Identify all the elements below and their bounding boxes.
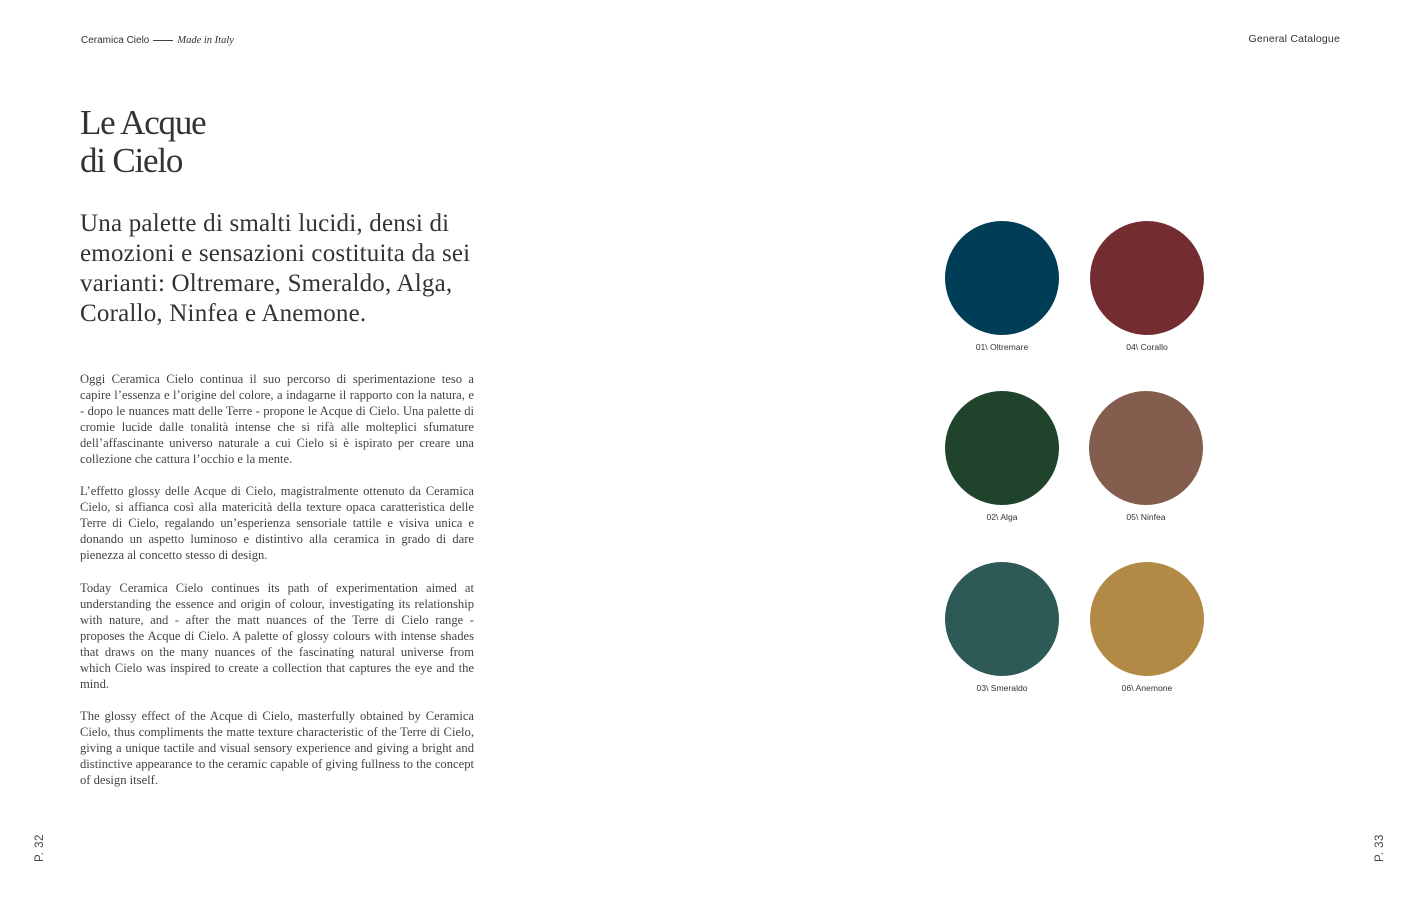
body-paragraph-en-2: The glossy effect of the Acque di Cielo, masterfully obtained by Ceramica Cielo, thus compliments the matte texture characteristic of the Terre di Cielo, giving a unique tactile and visual sensory experience and giving a bright and distinctive appearance to the ceramic capable of giving fullness to the concept of design itself.	[80, 709, 474, 787]
swatch-label: 05\ Ninfea	[1126, 512, 1166, 522]
swatch-label: 01\ Oltremare	[975, 342, 1029, 352]
swatch-anemone	[1077, 562, 1217, 693]
page-title-line-1: Le Acque	[80, 103, 206, 142]
swatch-circle	[945, 562, 1059, 676]
swatch-circle	[945, 391, 1059, 505]
body-paragraph-it-1: Oggi Ceramica Cielo continua il suo percorso di sperimentazione teso a capire l’essenza e l’origine del colore, a indagarne il rapporto con la natura, e - dopo le nuances matt delle Terre - propone le Acque di Cielo. Una palette di cromie lucide dalle tonalità intense che si rifà alle molteplici sfumature dell’affascinante universo naturale a cui Cielo si è ispirato per creare una collezione che cattura l’occhio e la mente.	[80, 372, 474, 466]
brand-name: Ceramica Cielo	[81, 35, 150, 46]
page-title-line-2: di Cielo	[80, 141, 183, 180]
page-number-left: P. 32	[34, 834, 46, 862]
swatch-smeraldo	[932, 562, 1072, 693]
catalogue-label: General Catalogue	[1248, 33, 1340, 45]
swatch-circle	[1090, 221, 1204, 335]
swatch-label: 06\ Anemone	[1121, 683, 1173, 693]
swatch-ninfea	[1076, 391, 1216, 522]
swatch-alga	[932, 391, 1072, 522]
page-number-right: P. 33	[1374, 834, 1386, 862]
body-paragraph-en-1: Today Ceramica Cielo continues its path of experimentation aimed at understanding the essence and origin of colour, investigating its relationship with nature, and - after the matt nuances of the Terre di Cielo range - proposes the Acque di Cielo. A palette of glossy colours with intense shades that draws on the many nuances of the fascinating natural universe from which Cielo was inspired to create a collection that captures the eye and the mind.	[80, 581, 474, 691]
swatch-corallo	[1077, 221, 1217, 352]
swatch-oltremare	[932, 221, 1072, 352]
page-title	[80, 104, 205, 180]
body-paragraph-it-2: L’effetto glossy delle Acque di Cielo, magistralmente ottenuto da Ceramica Cielo, si affianca così alla matericità della texture opaca caratteristica delle Terre di Cielo, regalando un’esperienza sensoriale tattile e visiva unica e donando un aspetto luminoso e distintivo alla ceramica in grado di dare pienezza al concetto stesso di design.	[80, 484, 474, 562]
swatch-label: 02\ Alga	[986, 512, 1018, 522]
swatch-circle	[1089, 391, 1203, 505]
swatch-circle	[945, 221, 1059, 335]
swatch-label: 03\ Smeraldo	[976, 683, 1028, 693]
swatch-circle	[1090, 562, 1204, 676]
header-dash-divider	[153, 40, 173, 41]
swatch-label: 04\ Corallo	[1126, 342, 1168, 352]
header-left	[81, 35, 234, 46]
lead-paragraph: Una palette di smalti lucidi, densi di emozioni e sensazioni costituita da sei varianti: Oltremare, Smeraldo, Alga, Corallo, Ninfea e Anemone.	[80, 210, 471, 327]
brand-tagline: Made in Italy	[177, 35, 234, 46]
